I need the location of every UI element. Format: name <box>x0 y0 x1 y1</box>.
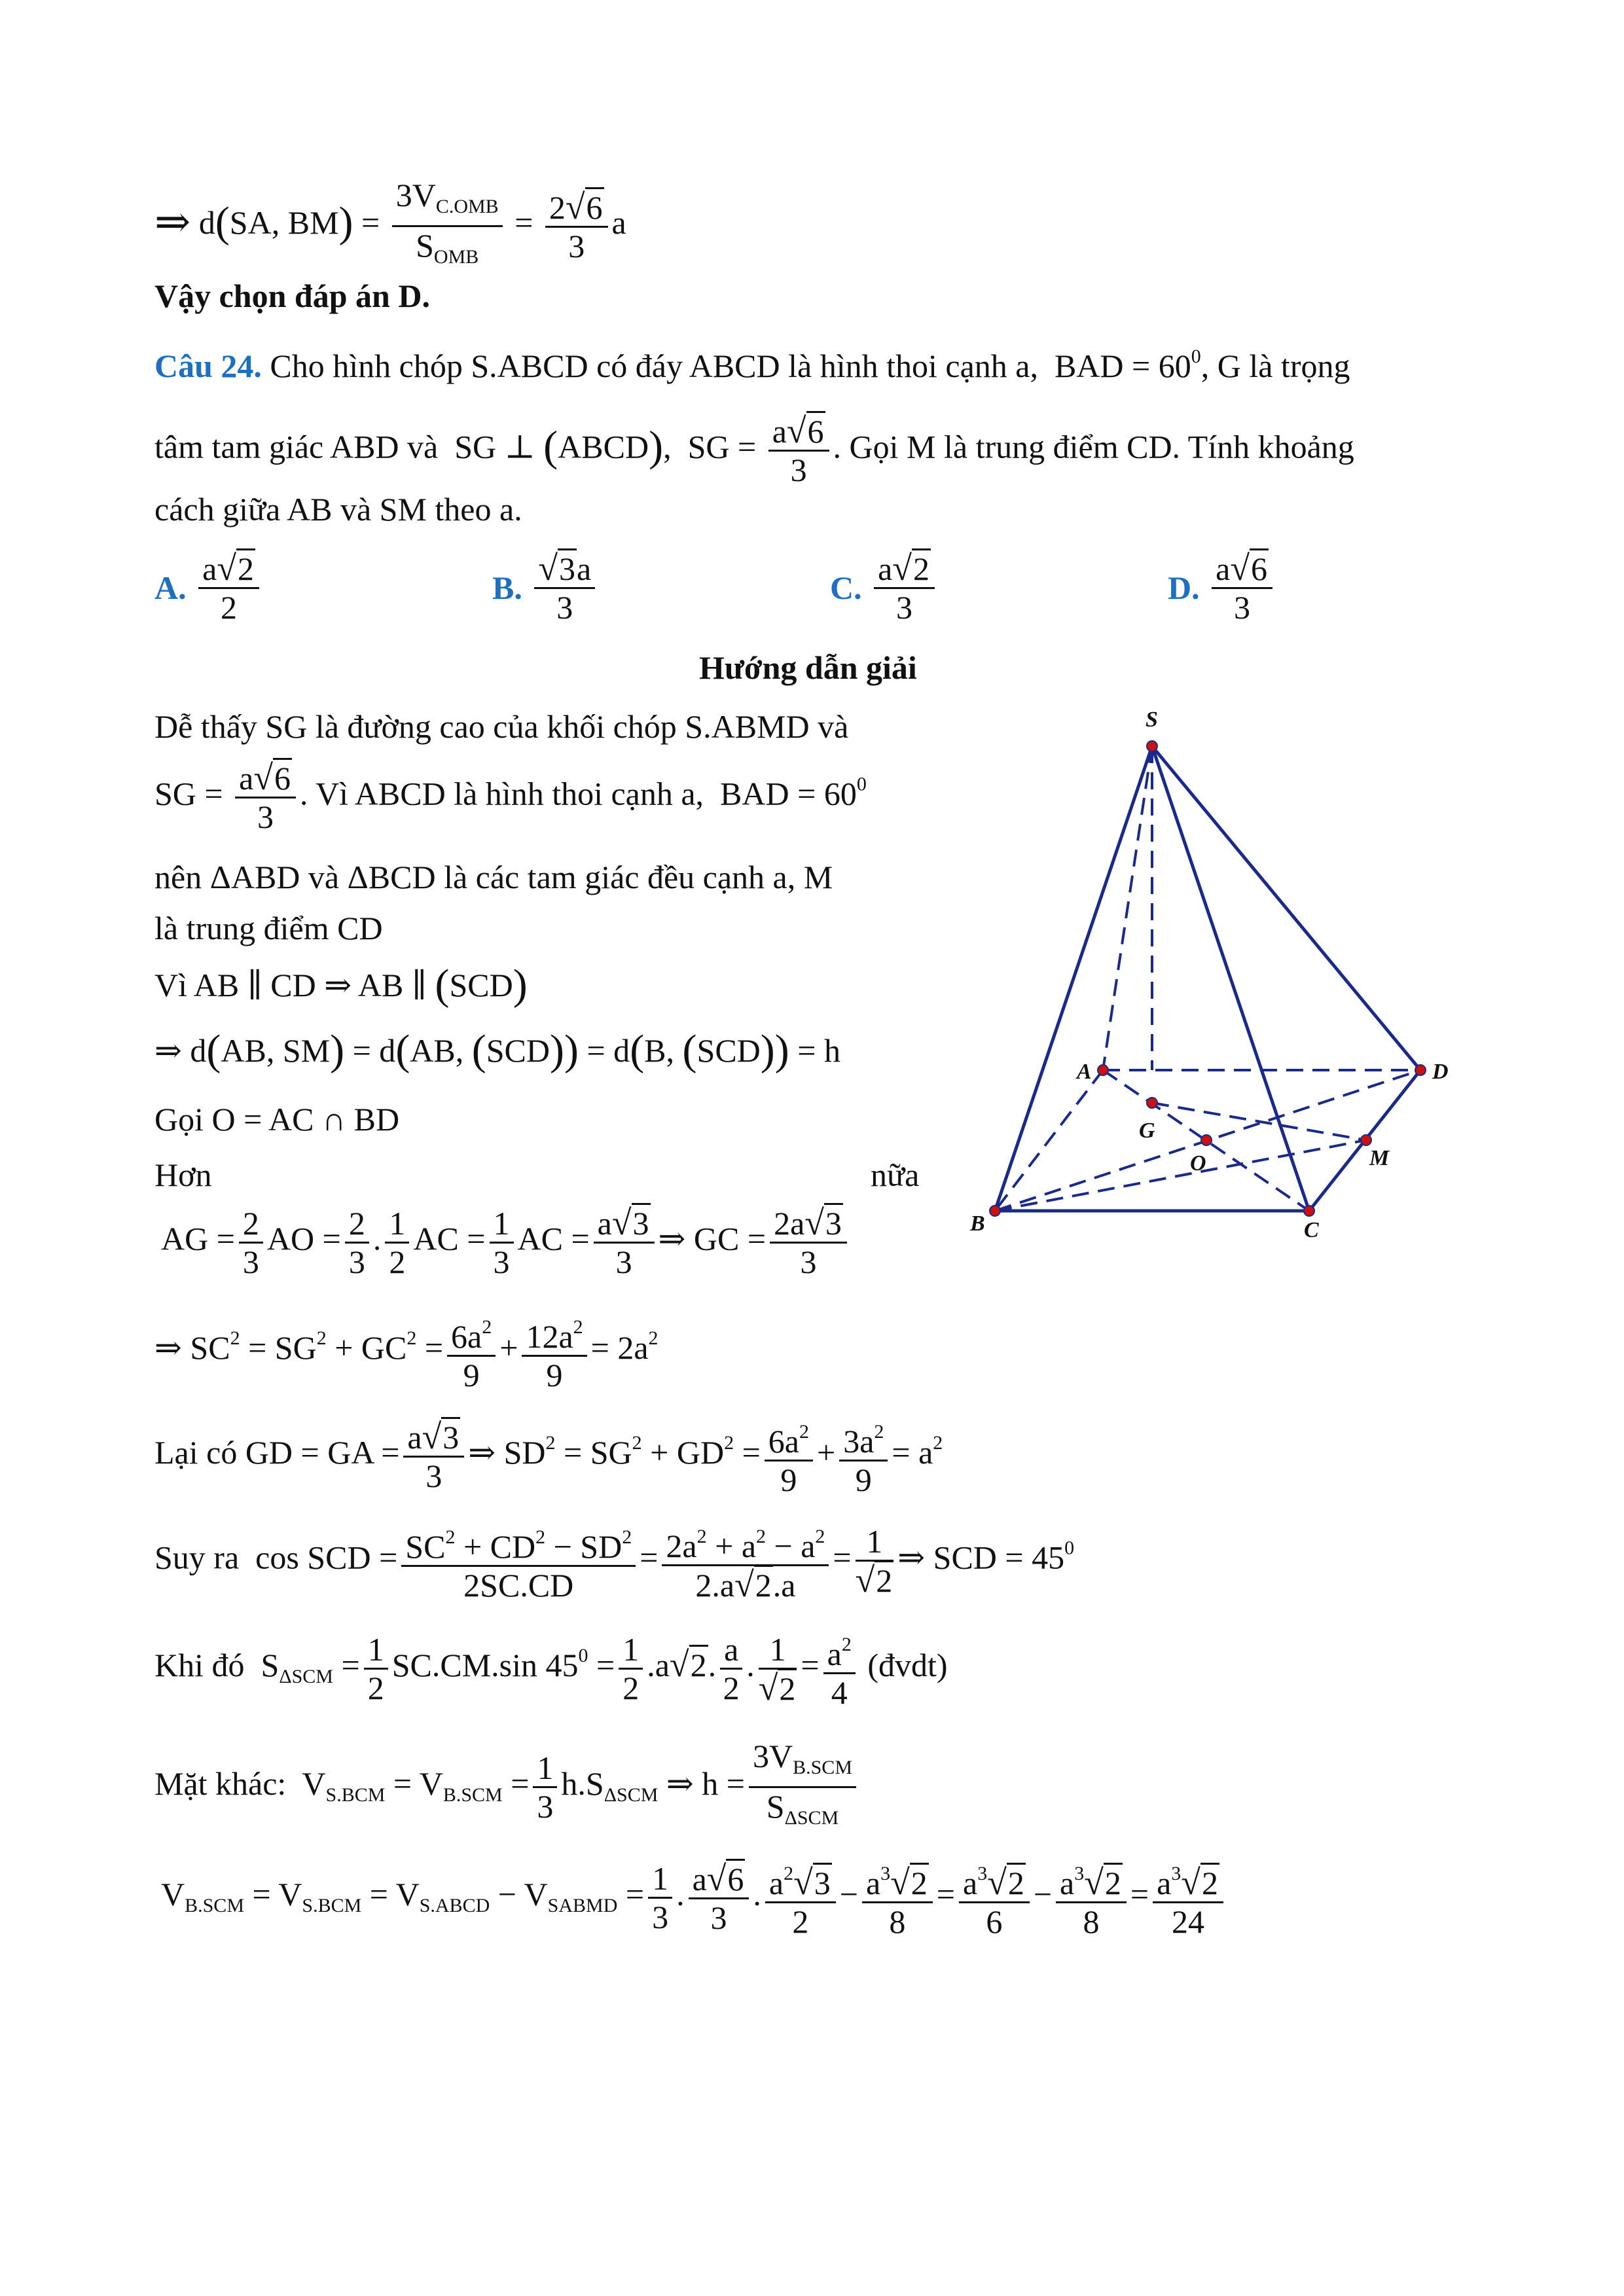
question-line-2: tâm tam giác ABD và SG ⊥ (ABCD), SG = $\frac{a√6}{3}$ . Gọi M là trung điểm CD. Tính khoảng <box>154 411 1354 488</box>
distance-formula-line: ⇒ d(SA, BM) = $3V_{C.OMB}$ $S_{OMB}$ = $\frac{2√6}{3}$ a <box>154 177 626 268</box>
sol-line-4: là trung điểm CD <box>154 910 383 946</box>
svg-text:O: O <box>1190 1151 1206 1175</box>
option-d[interactable]: D. $\frac{a√6}{3}$ <box>1168 550 1276 626</box>
sol-line-13: Khi đó $S_{\Delta SCM}$ = $\frac{1}{2}$ SC.CM.sin $45^0$ = $\frac{1}{2}$ .a√2. $\frac{a}{2}$ . $\frac{1}{√2}$ = $\frac{a^2}{4}$ (đvdt) <box>154 1626 948 1711</box>
guide-title: Hướng dẫn giải <box>699 649 917 686</box>
svg-text:G: G <box>1139 1119 1155 1143</box>
sol-line-12: Suy ra cos SCD = $\frac{SC^2 + CD^2 - SD^2}{2SC.CD}$ = $\frac{2a^2 + a^2 - a^2}{2.a√2.a}$ = $\frac{1}{√2}$ ⇒ SCD = $45^0$ <box>154 1518 1074 1604</box>
sol-line-7: Gọi O = AC ∩ BD <box>154 1101 400 1138</box>
sol-line-9: AG = $\frac{2}{3}$ AO = $\frac{2}{3}$ . $\frac{1}{2}$ AC = $\frac{1}{3}$ AC = $\frac{a√3}{3}$ ⇒ GC = $\frac{2a√3}{3}$ <box>161 1204 851 1280</box>
sol-line-1: Dễ thấy SG là đường cao của khối chóp S.ABMD và <box>154 708 849 745</box>
option-b[interactable]: B. $\frac{√3a}{3}$ <box>492 550 599 626</box>
sol-line-11: Lại có GD = GA = $\frac{a√3}{3}$ ⇒ $SD^2 = SG^2 + GD^2$ = $\frac{6a^2}{9}$ + $\frac{3a^2}{9}$ = $a^2$ <box>154 1414 943 1498</box>
option-c[interactable]: C. $\frac{a√2}{3}$ <box>830 550 939 626</box>
svg-text:C: C <box>1304 1218 1319 1242</box>
svg-text:M: M <box>1369 1146 1390 1170</box>
sol-line-5: Vì AB ∥ CD ⇒ AB ∥ (SCD) <box>154 961 528 1009</box>
sol-line-2: SG = $\frac{a√6}{3}$ . Vì ABCD là hình thoi cạnh a, BAD = $60^0$ <box>154 758 867 835</box>
question-line-1: Câu 24. Cho hình chóp S.ABCD có đáy ABCD là hình thoi cạnh a, BAD = $60^0$, G là trọng <box>154 346 1350 384</box>
svg-text:B: B <box>970 1211 985 1236</box>
sol-line-8b: nữa <box>871 1157 920 1193</box>
pyramid-figure <box>956 707 1506 1244</box>
sol-line-15: $V_{B.SCM} = V_{S.BCM} = V_{S.ABCD} - V_{SABMD}$ = $\frac{1}{3}$ . $\frac{a√6}{3}$ . $\frac{a^2√3}{2}$ − $\frac{a^3√2}{8}$ = $\frac{a^3√2}{6}$ − $\frac{a^3√2}{8}$ = $\frac{a^3√2}{24}$ <box>161 1856 1227 1940</box>
svg-text:A: A <box>1077 1060 1092 1084</box>
sol-line-6: ⇒ d(AB, SM) = d(AB, (SCD)) = d(B, (SCD)) = h <box>154 1026 840 1074</box>
sol-line-8a: Hơn <box>154 1157 212 1193</box>
question-line-3: cách giữa AB và SM theo a. <box>154 491 522 528</box>
sol-line-14: Mặt khác: $V_{S.BCM} = V_{B.SCM}$ = $\frac{1}{3}$ $h.S_{\Delta SCM}$ ⇒ h = $3V_{B.SCM}$ $S_{\Delta SCM}$ <box>154 1738 860 1837</box>
svg-text:S: S <box>1146 708 1158 732</box>
option-a[interactable]: A. $\frac{a√2}{2}$ <box>154 550 263 626</box>
sol-line-3: nên ΔABD và ΔBCD là các tam giác đều cạnh a, M <box>154 859 833 895</box>
sol-line-10: ⇒ $SC^2 = SG^2 + GC^2$ = $\frac{6a^2}{9}$ + $\frac{12a^2}{9}$ = $2a^2$ <box>154 1309 659 1393</box>
svg-text:D: D <box>1432 1060 1449 1084</box>
conclusion: Vậy chọn đáp án D. <box>154 278 430 314</box>
